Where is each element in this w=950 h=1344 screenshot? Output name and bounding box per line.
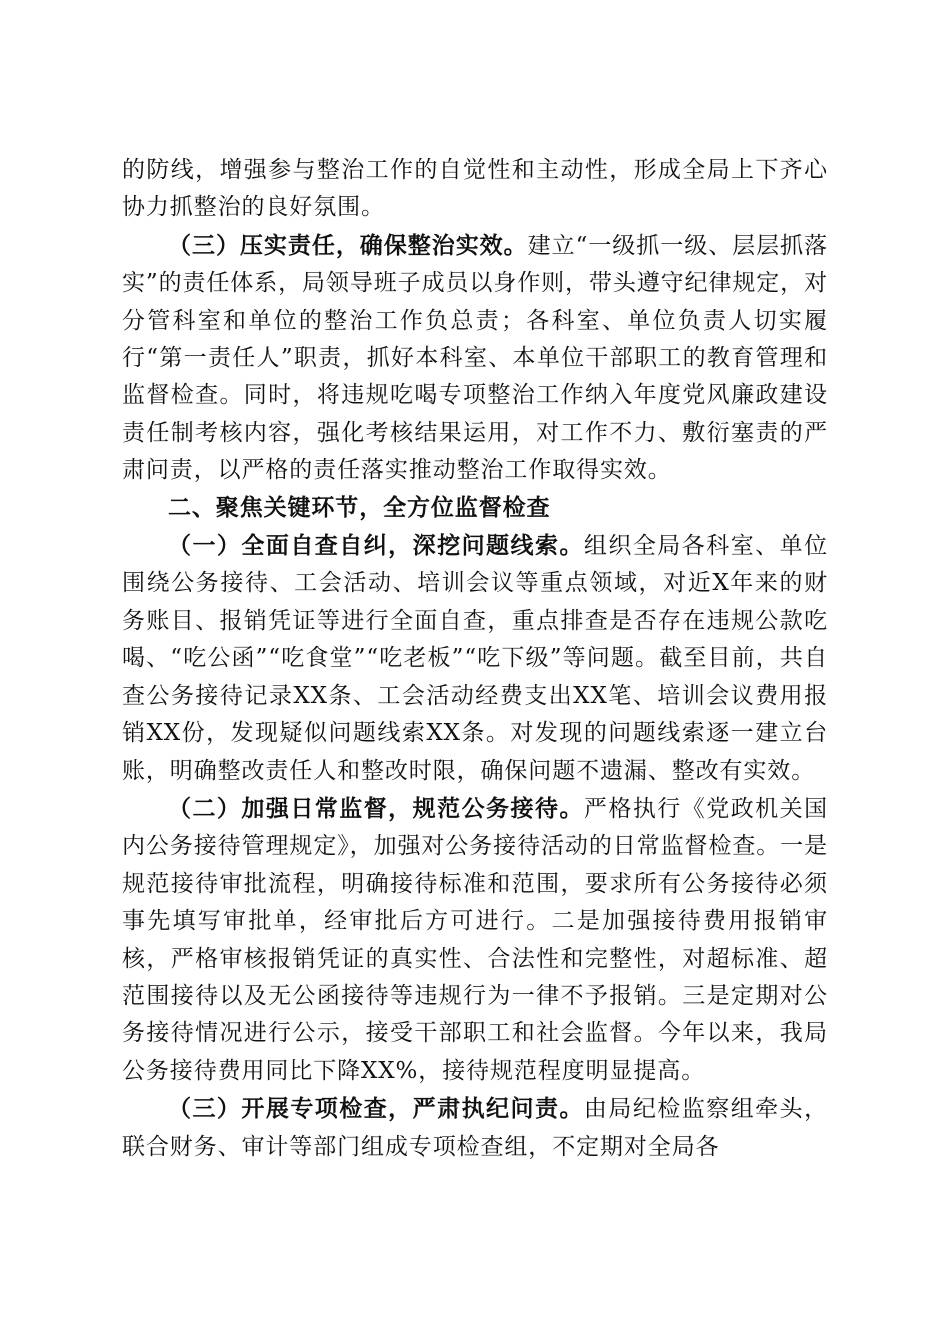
paragraph-responsibility [122, 227, 828, 490]
document-body [122, 152, 828, 1166]
paragraph-daily-supervision [122, 790, 828, 1090]
paragraph-self-inspection [122, 527, 828, 790]
paragraph-continuation [122, 152, 828, 227]
paragraph-text: 的防线，增强参与整治工作的自觉性和主动性，形成全局上下齐心协力抓整治的良好氛围。 [122, 157, 828, 221]
paragraph-lead: （一）全面自查自纠，深挖问题线索。 [168, 532, 584, 560]
paragraph-lead: （三）压实责任，确保整治实效。 [168, 231, 528, 259]
paragraph-text: 建立“一级抓一级、层层抓落实”的责任体系，局领导班子成员以身作则，带头遵守纪律规定，对分管科室和单位的整治工作负总责；各科室、单位负责人切实履行“第一责任人”职责，抓好本科室、本单位干部职工的教育管理和监督检查。同时，将违规吃喝专项整治工作纳入年度党风廉政建设责任制考核内容，强化考核结果运用，对工作不力、敷衍塞责的严肃问责，以严格的责任落实推动整治工作取得实效。 [122, 232, 829, 484]
paragraph-text: 由局纪检监察组牵头，联合财务、审计等部门组成专项检查组，不定期对全局各 [122, 1096, 828, 1160]
paragraph-lead: （三）开展专项检查，严肃执纪问责。 [168, 1095, 584, 1123]
section-heading: 二、聚焦关键环节，全方位监督检查 [168, 494, 551, 521]
paragraph-lead: （二）加强日常监督，规范公务接待。 [168, 794, 584, 822]
paragraph-text: 组织全局各科室、单位围绕公务接待、工会活动、培训会议等重点领域，对近X年来的财务账目、报销凭证等进行全面自查，重点排查是否存在违规公款吃喝、“吃公函”“吃食堂”“吃老板”“吃下级”等问题。截至目前，共自查公务接待记录XX条、工会活动经费支出XX笔、培训会议费用报销XX份，发现疑似问题线索XX条。对发现的问题线索逐一建立台账，明确整改责任人和整改时限，确保问题不遗漏、整改有实效。 [122, 533, 828, 784]
paragraph-text: 严格执行《党政机关国内公务接待管理规定》，加强对公务接待活动的日常监督检查。一是规范接待审批流程，明确接待标准和范围，要求所有公务接待必须事先填写审批单，经审批后方可进行。二是加强接待费用报销审核，严格审核报销凭证的真实性、合法性和完整性，对超标准、超范围接待以及无公函接待等违规行为一律不予报销。三是定期对公务接待情况进行公示，接受干部职工和社会监督。今年以来，我局公务接待费用同比下降XX%，接待规范程度明显提高。 [122, 795, 828, 1084]
paragraph-special-inspection [122, 1090, 828, 1166]
